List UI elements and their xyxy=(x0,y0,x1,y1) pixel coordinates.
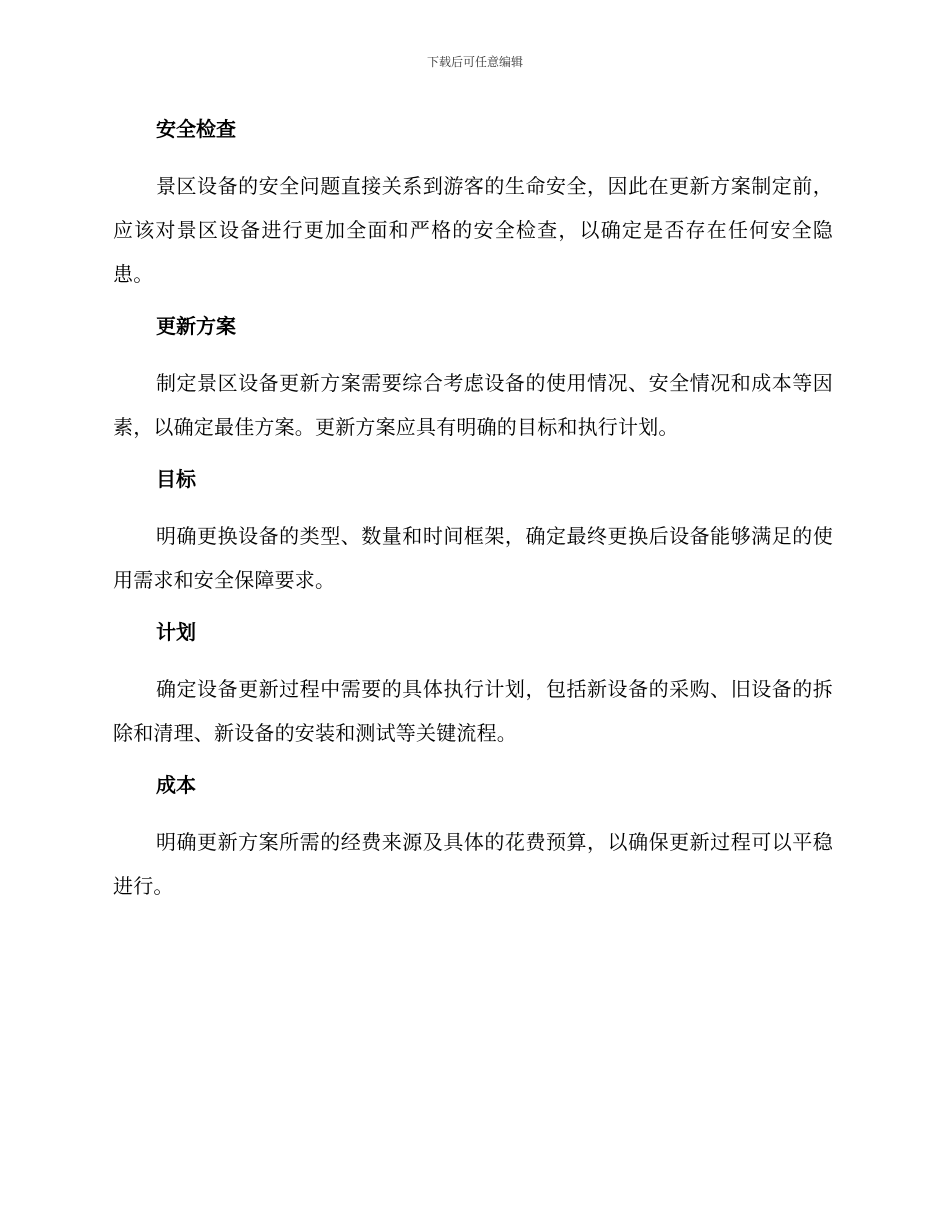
section-goal xyxy=(113,462,833,615)
page-header-note: 下载后可任意编辑 xyxy=(426,55,523,69)
section-cost xyxy=(113,768,833,908)
section-plan xyxy=(113,615,833,768)
section-heading: 成本 xyxy=(156,773,196,797)
section-safety-check xyxy=(113,112,833,309)
section-paragraph: 确定设备更新过程中需要的具体执行计划，包括新设备的采购、旧设备的拆除和清理、新设备的安装和测试等关键流程。 xyxy=(113,677,833,745)
section-paragraph: 明确更换设备的类型、数量和时间框架，确定最终更换后设备能够满足的使用需求和安全保障要求。 xyxy=(113,524,833,592)
section-paragraph: 明确更新方案所需的经费来源及具体的花费预算，以确保更新过程可以平稳进行。 xyxy=(113,830,833,898)
section-paragraph: 景区设备的安全问题直接关系到游客的生命安全，因此在更新方案制定前，应该对景区设备进行更加全面和严格的安全检查，以确定是否存在任何安全隐患。 xyxy=(113,174,833,286)
section-heading: 更新方案 xyxy=(156,314,236,338)
section-paragraph: 制定景区设备更新方案需要综合考虑设备的使用情况、安全情况和成本等因素，以确定最佳方案。更新方案应具有明确的目标和执行计划。 xyxy=(113,371,833,439)
section-heading: 目标 xyxy=(156,467,196,491)
document-body xyxy=(113,112,833,908)
section-heading: 安全检查 xyxy=(156,117,236,141)
section-heading: 计划 xyxy=(156,620,196,644)
section-update-plan xyxy=(113,309,833,462)
